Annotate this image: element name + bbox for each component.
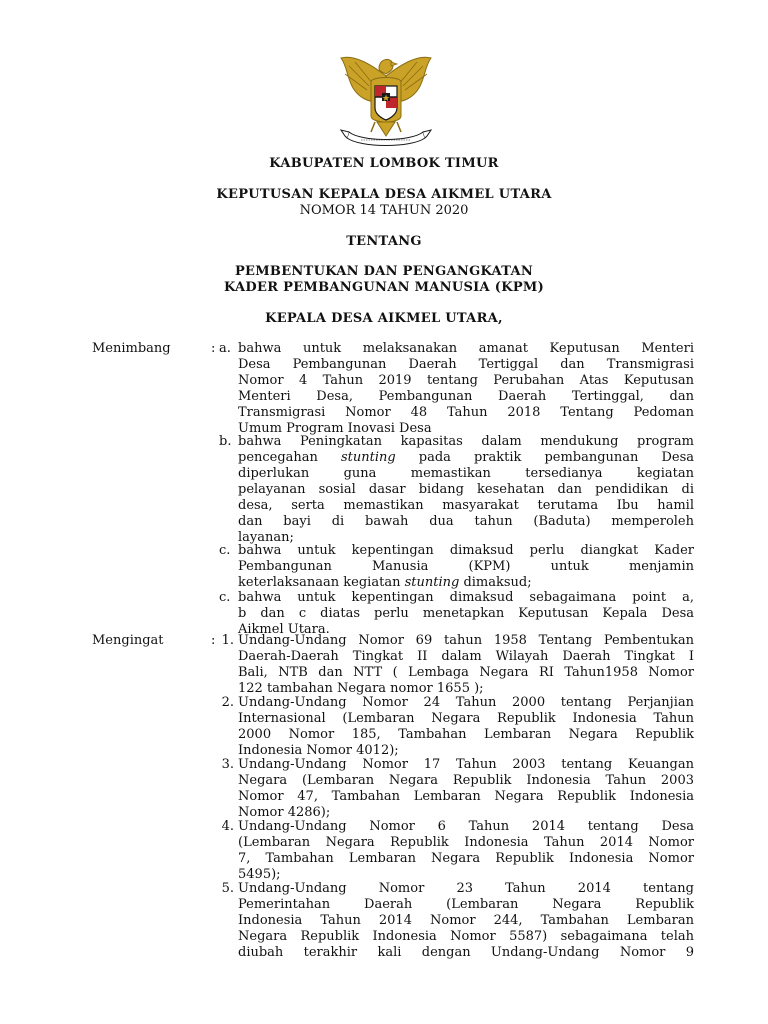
text-fragment: pencegahan (238, 450, 318, 465)
garuda-emblem-icon (333, 46, 439, 152)
text-line: Negara Republik Indonesia Nomor 5587) sebagaimana telah (238, 929, 694, 944)
text-line: (Lembaran Negara Republik Indonesia Tahun 2014 Nomor (238, 835, 694, 850)
item-marker: c. (219, 590, 231, 605)
text-fragment: dimaksud; (463, 575, 532, 590)
italic-term: stunting (404, 575, 460, 590)
text-line: Umum Program Inovasi Desa (238, 421, 432, 436)
text-line: Transmigrasi Nomor 48 Tahun 2018 Tentang Pedoman (238, 405, 694, 420)
text-line: b dan c diatas perlu menetapkan Keputusan Kepala Desa (238, 606, 694, 621)
signatory-heading: KEPALA DESA AIKMEL UTARA, (265, 311, 503, 326)
text-line: Indonesia Tahun 2014 Nomor 244, Tambahan Lembaran (238, 913, 694, 928)
text-line: diperlukan guna memastikan tersedianya kegiatan (238, 466, 694, 481)
subject-line-2: KADER PEMBANGUNAN MANUSIA (KPM) (223, 280, 545, 295)
subject-line-1: PEMBENTUKAN DAN PENGANGKATAN (234, 264, 534, 279)
text-line: Desa Pembangunan Daerah Tertiggal dan Transmigrasi (238, 357, 694, 372)
menimbang-colon: : (211, 341, 216, 356)
text-line: Undang-Undang Nomor 6 Tahun 2014 tentang Desa (238, 819, 694, 834)
item-marker: 2. (221, 695, 234, 710)
decree-title: KEPUTUSAN KEPALA DESA AIKMEL UTARA (216, 187, 552, 202)
text-line: diubah terakhir kali dengan Undang-Undang Nomor 9 (238, 945, 694, 960)
text-line: desa, serta memastikan masyarakat terutama Ibu hamil (238, 498, 694, 513)
mengingat-item-1 (219, 633, 694, 697)
decree-number: NOMOR 14 TAHUN 2020 (299, 203, 469, 218)
about-heading: TENTANG (346, 234, 422, 249)
mengingat-item-3 (219, 757, 694, 821)
text-line: Undang-Undang Nomor 17 Tahun 2003 tentang Keuangan (238, 757, 694, 772)
text-line: Nomor 4 Tahun 2019 tentang Perubahan Atas Keputusan (238, 373, 694, 388)
text-line: pelayanan sosial dasar bidang kesehatan dan pendidikan di (238, 482, 694, 497)
text-fragment: pada praktik pembangunan Desa (418, 450, 695, 465)
regency-heading: KABUPATEN LOMBOK TIMUR (269, 156, 499, 171)
item-marker: b. (219, 434, 232, 449)
mengingat-item-4 (219, 819, 694, 883)
text-line: Menteri Desa, Pembangunan Daerah Tertinggal, dan (238, 389, 694, 404)
text-line: Undang-Undang Nomor 23 Tahun 2014 tentang (238, 881, 694, 896)
menimbang-item-d (219, 590, 694, 638)
text-line: layanan; (238, 530, 294, 545)
item-marker: 3. (221, 757, 234, 772)
menimbang-item-c (219, 543, 694, 591)
text-line: Pembangunan Manusia (KPM) untuk menjamin (238, 559, 694, 574)
text-line: dan bayi di bawah dua tahun (Baduta) memperoleh (238, 514, 694, 529)
text-line: Daerah-Daerah Tingkat II dalam Wilayah Daerah Tingkat I (238, 649, 694, 664)
item-marker: a. (219, 341, 231, 356)
mengingat-item-2 (219, 695, 694, 759)
text-line: 2000 Nomor 185, Tambahan Lembaran Negara Republik (238, 727, 694, 742)
text-line: 5495); (238, 867, 281, 882)
text-line (238, 575, 694, 591)
text-line: Negara (Lembaran Negara Republik Indonesia Tahun 2003 (238, 773, 694, 788)
text-line: bahwa untuk kepentingan dimaksud sebagaimana point a, (238, 590, 694, 605)
text-line: 7, Tambahan Lembaran Negara Republik Indonesia Nomor (238, 851, 694, 866)
text-line: Pemerintahan Daerah (Lembaran Negara Republik (238, 897, 694, 912)
text-line: bahwa Peningkatan kapasitas dalam mendukung program (238, 434, 694, 449)
text-line (238, 450, 694, 466)
text-fragment: keterlaksanaan kegiatan (238, 575, 401, 590)
item-marker: c. (219, 543, 231, 558)
text-line: Aikmel Utara. (238, 622, 330, 637)
text-line: Nomor 4286); (238, 805, 331, 820)
menimbang-item-b (219, 434, 694, 546)
mengingat-item-5 (219, 881, 694, 961)
text-line: Bali, NTB dan NTT ( Lembaga Negara RI Tahun1958 Nomor (238, 665, 694, 680)
mengingat-label: Mengingat (92, 633, 164, 648)
item-marker: 1. (221, 633, 234, 648)
item-marker: 4. (221, 819, 234, 834)
menimbang-item-a (219, 341, 694, 437)
mengingat-colon: : (211, 633, 216, 648)
text-line: bahwa untuk melaksanakan amanat Keputusan Menteri (238, 341, 694, 356)
italic-term: stunting (341, 450, 396, 465)
text-line: Nomor 47, Tambahan Lembaran Negara Republik Indonesia (238, 789, 694, 804)
text-line: Indonesia Nomor 4012); (238, 743, 399, 758)
text-line: bahwa untuk kepentingan dimaksud perlu diangkat Kader (238, 543, 694, 558)
text-line: Undang-Undang Nomor 69 tahun 1958 Tentang Pembentukan (238, 633, 694, 648)
text-line: Internasional (Lembaran Negara Republik Indonesia Tahun (238, 711, 694, 726)
text-line: Undang-Undang Nomor 24 Tahun 2000 tentang Perjanjian (238, 695, 694, 710)
item-marker: 5. (221, 881, 234, 896)
text-line: 122 tambahan Negara nomor 1655 ); (238, 681, 484, 696)
menimbang-label: Menimbang (92, 341, 171, 356)
